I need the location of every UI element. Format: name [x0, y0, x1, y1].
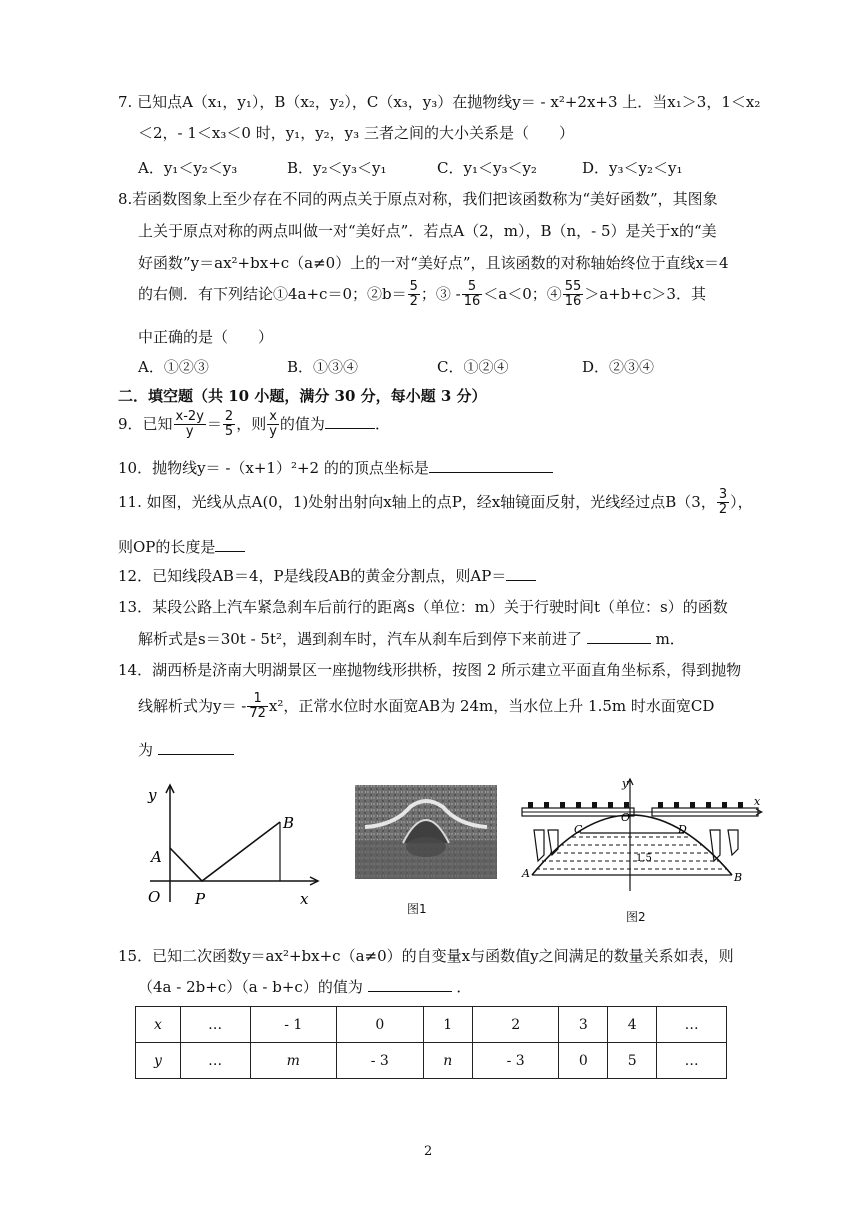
q8-fraction-5-2-num: 5: [409, 279, 418, 294]
q15-answer-blank[interactable]: [368, 978, 452, 992]
q9: [118, 410, 390, 440]
table-cell: 2: [472, 1007, 559, 1043]
table-cell: …: [180, 1007, 250, 1043]
q8-line2: 上关于原点对称的两点叫做一对“美好点”．若点A（2，m），B（n，- 5）是关于x的“美: [138, 222, 717, 240]
point-b-label: B: [283, 814, 295, 832]
q13-line1: 13．某段公路上汽车紧急刹车后前行的距离s（单位：m）关于行驶时间t（单位：s）的函数: [118, 598, 728, 616]
origin-label: O: [621, 811, 631, 824]
q9-end: ．: [374, 414, 390, 433]
table-cell: - 1: [250, 1007, 337, 1043]
q8-option-d: D．②③④: [582, 358, 655, 376]
table-cell: 1: [423, 1007, 472, 1043]
q8-line4-part-b: ；③ -: [420, 284, 461, 303]
table-cell: 3: [559, 1007, 608, 1043]
q13-line2: [138, 629, 685, 649]
railing-posts: [528, 802, 743, 808]
q7-option-d: D．y₃＜y₂＜y₁: [582, 159, 683, 177]
table-cell: …: [657, 1007, 727, 1043]
q8-line4: [138, 280, 706, 310]
reflection-figure: [140, 780, 330, 910]
pier-right-2: [728, 830, 738, 855]
q14-line2: [138, 692, 714, 722]
point-c-label: C: [574, 823, 583, 836]
pier-left: [534, 830, 544, 861]
q9-part-c: 的值为: [279, 414, 325, 433]
arch-reflection: [406, 837, 446, 857]
q8-fraction-5-2: [408, 280, 420, 310]
q11-fraction-den: 2: [718, 502, 728, 518]
q14-line1: 14．湖西桥是济南大明湖景区一座抛物线形拱桥，按图 2 所示建立平面直角坐标系，得到抛物: [118, 661, 742, 679]
q14-line2-part-a: 线解析式为y＝ -: [138, 696, 247, 715]
q9-fraction-2-5: [223, 410, 235, 440]
q9-fraction-3-den: y: [269, 424, 277, 440]
table-cell: - 3: [337, 1043, 424, 1079]
light-ray: [170, 822, 280, 881]
table-cell: …: [180, 1043, 250, 1079]
q8-option-a: A．①②③: [138, 358, 209, 376]
q15-line2-text: （4a - 2b+c）（a - b+c）的值为: [138, 978, 363, 996]
q8-fraction-5-16-den: 16: [463, 294, 481, 310]
q11-line2-text: 则OP的长度是: [118, 538, 216, 556]
figure1-caption: 图1: [407, 902, 427, 916]
table-cell: 0: [559, 1043, 608, 1079]
q10: [118, 458, 553, 478]
point-a-label: A: [151, 848, 162, 866]
q8-fraction-55-16: [563, 280, 584, 310]
q8-line3: 好函数”y＝ax²+bx+c（a≠0）上的一对“美好点”，且该函数的对称轴始终位于直线x＝4: [138, 254, 729, 272]
q12-answer-blank[interactable]: [506, 567, 536, 581]
q8-fraction-5-2-den: 2: [409, 294, 418, 310]
q7-line1: 7. 已知点A（x₁，y₁），B（x₂，y₂），C（x₃，y₃）在抛物线y＝ - x²+2x+3 上．当x₁＞3，1＜x₂: [118, 93, 761, 111]
q9-fraction-x-2y-over-y: [174, 410, 206, 440]
table-row-x: [136, 1007, 727, 1043]
q15-end: ．: [456, 978, 472, 996]
y-label: y: [622, 777, 629, 790]
y-label: y: [148, 786, 157, 804]
section-title-fill-in: 二．填空题（共 10 小题，满分 30 分，每小题 3 分）: [118, 387, 487, 405]
table-cell: m: [250, 1043, 337, 1079]
figure2-caption: 图2: [626, 910, 646, 924]
point-a-label: A: [522, 867, 530, 880]
q7-option-c: C．y₁＜y₃＜y₂: [437, 159, 537, 177]
q12: [118, 566, 536, 586]
table-cell: n: [423, 1043, 472, 1079]
q8-line5: 中正确的是（ ）: [138, 328, 274, 346]
table-cell: …: [657, 1043, 727, 1079]
q9-part-b: ，则: [236, 414, 267, 433]
bridge-photo: [355, 785, 497, 879]
table-cell: 5: [608, 1043, 657, 1079]
q11-fraction-num: 3: [718, 487, 728, 502]
q14-answer-blank[interactable]: [158, 741, 234, 755]
value-table: [135, 1006, 727, 1079]
table-cell: 0: [337, 1007, 424, 1043]
q8-option-c: C．①②④: [437, 358, 509, 376]
q13-line2-text: 解析式是s＝30t - 5t²，遇到刹车时，汽车从刹车后到停下来前进了: [138, 630, 583, 648]
q7-option-b: B．y₂＜y₃＜y₁: [287, 159, 387, 177]
q9-answer-blank[interactable]: [325, 415, 375, 429]
q8-fraction-55-16-den: 16: [564, 294, 582, 310]
q9-fraction-1-den: y: [185, 424, 194, 440]
q8-fraction-5-16: [462, 280, 483, 310]
q14-line3: [138, 740, 234, 760]
bridge-diagram: [518, 775, 768, 905]
q14-line3-text: 为: [138, 741, 154, 759]
table-row-y: [136, 1043, 727, 1079]
q9-fraction-2-den: 5: [224, 424, 234, 440]
point-p-label: P: [195, 890, 206, 908]
q15-line2: [138, 977, 471, 997]
q9-equals: ＝: [206, 414, 222, 433]
q7-line2: ＜2，- 1＜x₃＜0 时，y₁，y₂，y₃ 三者之间的大小关系是（ ）: [138, 124, 574, 142]
q8-line4-part-d: ＞a+b+c＞3．其: [584, 284, 706, 303]
q14-fraction-1-72: [247, 692, 268, 722]
q14-fraction-den: 72: [249, 706, 266, 722]
q9-part-a: 9．已知: [118, 414, 173, 433]
q8-fraction-5-16-num: 5: [462, 280, 483, 295]
page-number: 2: [424, 1144, 433, 1159]
x-label: x: [754, 795, 761, 808]
q8-option-b: B．①③④: [287, 358, 359, 376]
q11-line1-part-b: ），: [730, 492, 753, 511]
q8-fraction-55-16-num: 55: [564, 279, 582, 294]
q11-line1: [118, 488, 753, 518]
point-d-label: D: [678, 823, 687, 836]
x-label: x: [300, 890, 309, 908]
q10-text: 10．抛物线y＝ -（x+1）²+2 的的顶点坐标是: [118, 459, 429, 477]
table-cell: y: [136, 1043, 181, 1079]
table-cell: x: [136, 1007, 181, 1043]
q9-fraction-3-num: x: [269, 409, 277, 424]
q14-line2-part-b: x²，正常水位时水面宽AB为 24m，当水位上升 1.5m 时水面宽CD: [268, 696, 715, 715]
q9-fraction-2-num: 2: [224, 409, 234, 424]
q13-answer-blank[interactable]: [587, 630, 651, 644]
q14-fraction-num: 1: [247, 692, 268, 707]
q8-line4-part-a: 的右侧．有下列结论①4a+c＝0；②b＝: [138, 284, 407, 303]
q15-line1: 15．已知二次函数y＝ax²+bx+c（a≠0）的自变量x与函数值y之间满足的数量关系如表，则: [118, 947, 734, 965]
q11-fraction-3-2: [717, 488, 729, 518]
q11-line2: [118, 537, 245, 557]
table-cell: 4: [608, 1007, 657, 1043]
q13-unit: m．: [655, 630, 685, 648]
origin-label: O: [148, 888, 161, 906]
table-cell: - 3: [472, 1043, 559, 1079]
q11-answer-blank[interactable]: [215, 538, 245, 552]
rise-label: 1.5: [636, 853, 652, 864]
point-b-label: B: [734, 871, 743, 884]
q8-line4-part-c: ＜a＜0；④: [483, 284, 562, 303]
q9-fraction-1-num: x-2y: [175, 409, 204, 424]
q10-answer-blank[interactable]: [429, 459, 553, 473]
q12-text: 12．已知线段AB＝4，P是线段AB的黄金分割点，则AP＝: [118, 567, 507, 585]
q7-option-a: A．y₁＜y₂＜y₃: [138, 159, 238, 177]
q8-line1: 8.若函数图象上至少存在不同的两点关于原点对称，我们把该函数称为“美好函数”，其图象: [118, 190, 718, 208]
q11-line1-part-a: 11. 如图，光线从点A(0，1)处射出射向x轴上的点P，经x轴镜面反射，光线经过点B（3，: [118, 492, 716, 511]
q9-fraction-x-over-y: [267, 410, 279, 440]
